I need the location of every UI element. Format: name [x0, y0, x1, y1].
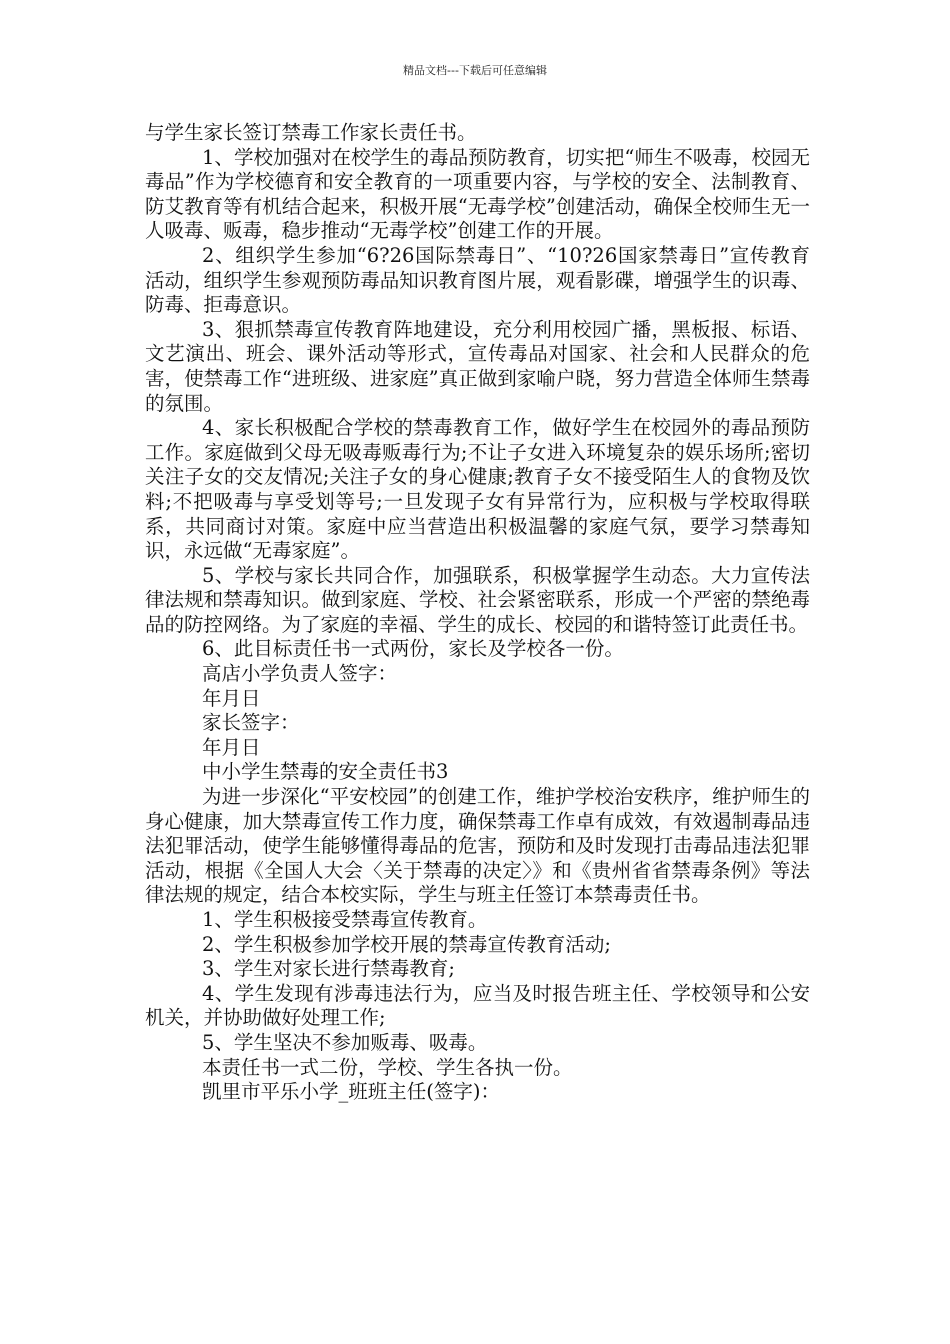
- copies-note: 本责任书一式二份，学校、学生各执一份。: [202, 1055, 573, 1079]
- paragraph-section-intro: 为进一步深化“平安校园”的创建工作，维护学校治安秩序，维护师生的身心健康，加大禁毒宣传工作力度，确保禁毒工作卓有成效，有效遏制毒品违法犯罪活动，使学生能够懂得毒品的危害，预防和及时发现打击毒品违法犯罪活动，根据《全国人大会〈关于禁毒的决定〉》和《贵州省省禁毒条例》等法律法规的规定，结合本校实际，学生与班主任签订本禁毒责任书。: [145, 785, 810, 907]
- paragraph-item-4: 4、家长积极配合学校的禁毒教育工作，做好学生在校园外的毒品预防工作。家庭做到父母无吸毒贩毒行为;不让子女进入环境复杂的娱乐场所;密切关注子女的交友情况;关注子女的身心健康;教育子女不接受陌生人的食物及饮料;不把吸毒与享受划等号;一旦发现子女有异常行为，应积极与学校取得联系，共同商讨对策。家庭中应当营造出积极温馨的家庭气氛，要学习禁毒知识，永远做“无毒家庭”。: [145, 416, 810, 563]
- document-body: [145, 121, 810, 1105]
- paragraph-item-6: 6、此目标责任书一式两份，家长及学校各一份。: [202, 637, 624, 661]
- paragraph-item-3: 3、狠抓禁毒宣传教育阵地建设，充分利用校园广播，黑板报、标语、文艺演出、班会、课外活动等形式，宣传毒品对国家、社会和人民群众的危害，使禁毒工作“进班级、进家庭”真正做到家喻户晓，努力营造全体师生禁毒的氛围。: [145, 317, 810, 415]
- paragraph-intro: 与学生家长签订禁毒工作家长责任书。: [145, 121, 477, 144]
- student-item-2: 2、学生积极参加学校开展的禁毒宣传教育活动;: [202, 932, 611, 956]
- student-item-4: 4、学生发现有涉毒违法行为，应当及时报告班主任、学校领导和公安机关，并协助做好处理工作;: [145, 981, 810, 1030]
- paragraph-item-1: 1、学校加强对在校学生的毒品预防教育，切实把“师生不吸毒，校园无毒品”作为学校德育和安全教育的一项重要内容，与学校的安全、法制教育、防艾教育等有机结合起来，积极开展“无毒学校”创建活动，确保全校师生无一人吸毒、贩毒，稳步推动“无毒学校”创建工作的开展。: [145, 145, 810, 243]
- student-item-1: 1、学生积极接受禁毒宣传教育。: [202, 908, 488, 931]
- date-line: 年月日: [202, 686, 261, 710]
- paragraph-item-5: 5、学校与家长共同合作，加强联系，积极掌握学生动态。大力宣传法律法规和禁毒知识。做到家庭、学校、社会紧密联系，形成一个严密的禁绝毒品的防控网络。为了家庭的幸福、学生的成长、校园的和谐特签订此责任书。: [145, 563, 810, 636]
- page-header: 精品文档---下载后可任意编辑: [403, 64, 547, 77]
- parent-signature-line: 家长签字：: [202, 711, 300, 735]
- date-line: 年月日: [202, 735, 261, 759]
- student-item-5: 5、学生坚决不参加贩毒、吸毒。: [202, 1030, 488, 1054]
- section-title: 中小学生禁毒的安全责任书3: [202, 760, 449, 784]
- teacher-signature-line: 凯里市平乐小学_班班主任(签字)：: [202, 1080, 500, 1104]
- paragraph-item-2: 2、组织学生参加“6?26国际禁毒日”、“10?26国家禁毒日”宣传教育活动，组织学生参观预防毒品知识教育图片展，观看影碟，增强学生的识毒、防毒、拒毒意识。: [145, 243, 810, 317]
- principal-signature-line: 高店小学负责人签字：: [202, 662, 398, 686]
- student-item-3: 3、学生对家长进行禁毒教育;: [202, 957, 455, 981]
